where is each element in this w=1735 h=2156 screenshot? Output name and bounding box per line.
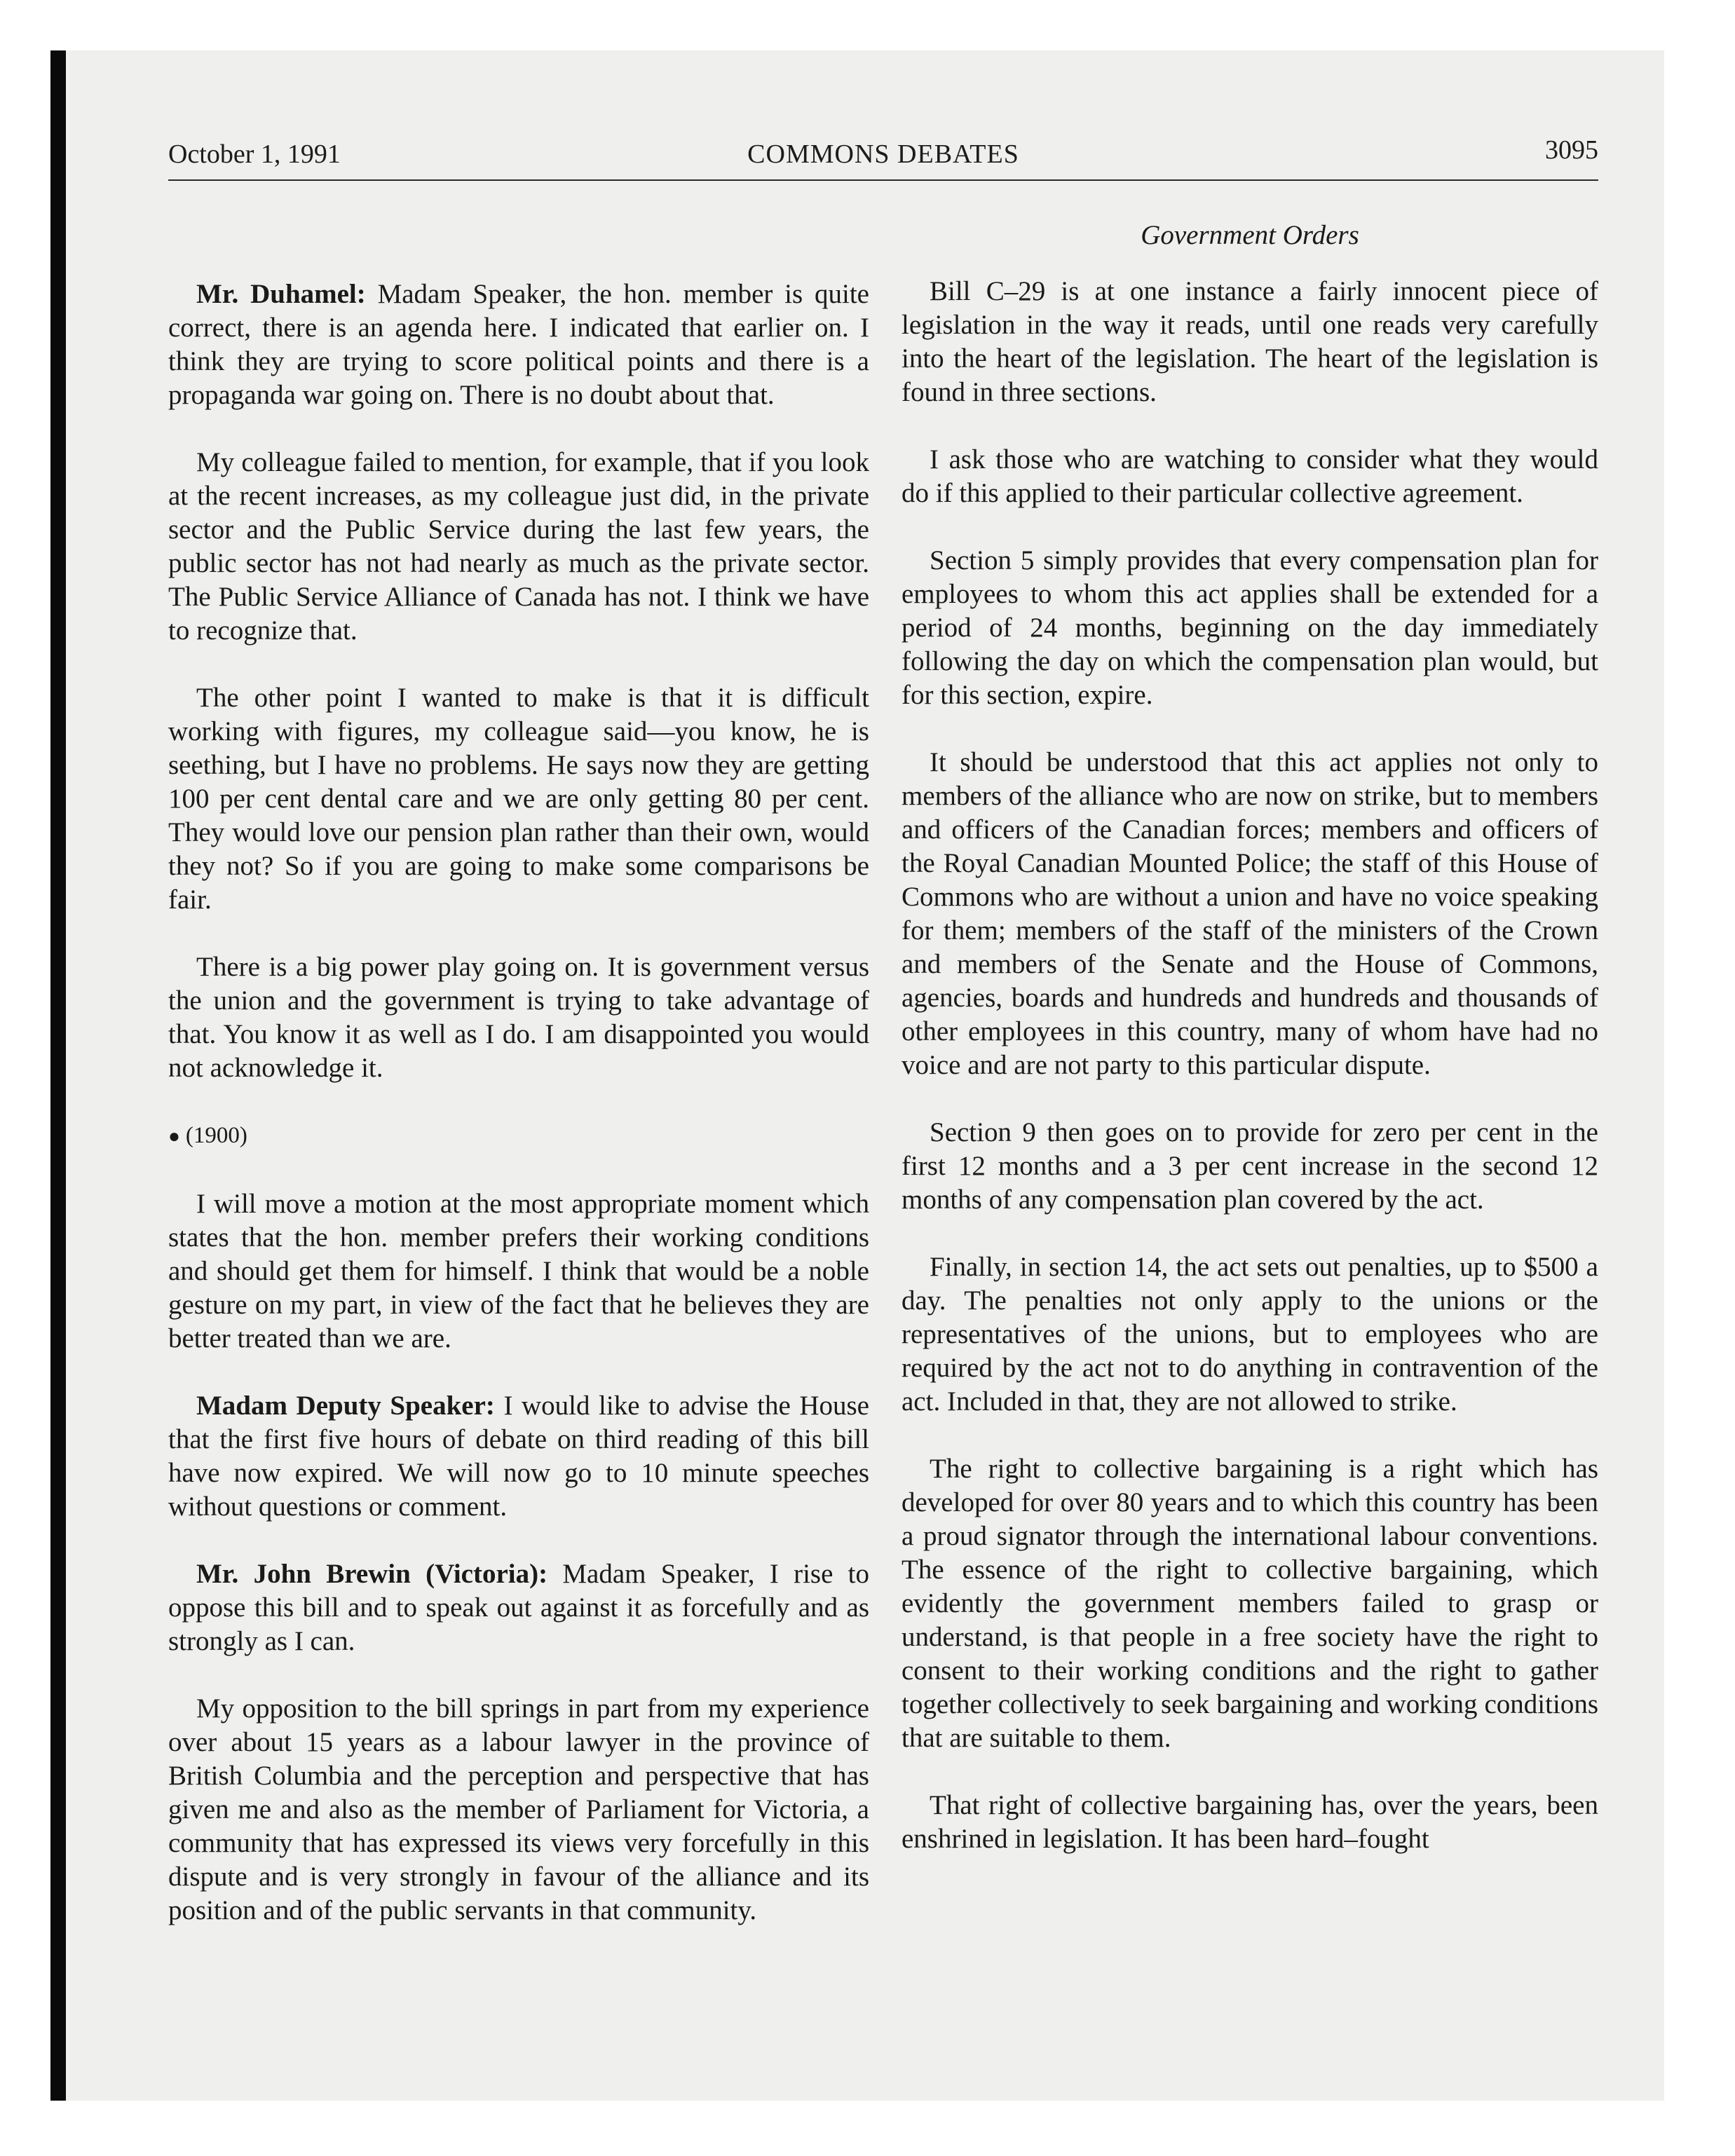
time-marker-text: (1900)	[185, 1123, 247, 1148]
page-number: 3095	[1545, 135, 1598, 165]
left-column	[168, 210, 869, 1961]
speaker-name: Madam Deputy Speaker:	[196, 1391, 495, 1421]
speaker-name: Mr. Duhamel:	[196, 279, 366, 309]
paragraph: I will move a motion at the most appropriate moment which states that the hon. member prefers their working conditions and should get them for himself. I think that would be a noble gesture on my part, in view of the fact that he believes they are better treated than we are.	[168, 1189, 869, 1353]
speaker-name: Mr. John Brewin (Victoria):	[196, 1559, 548, 1589]
header-title: COMMONS DEBATES	[747, 139, 1019, 169]
time-marker	[168, 1119, 869, 1154]
paragraph	[168, 1557, 869, 1658]
paragraph: That right of collective bargaining has, over the years, been enshrined in legislation. It has been hard–fought	[901, 1790, 1598, 1854]
speech-text: Madam Speaker, I rise to oppose this bill and to speak out against it as forcefully and as strongly as I can.	[168, 1559, 870, 1656]
paragraph: My colleague failed to mention, for example, that if you look at the recent increases, as my colleague just did, in the private sector and the Public Service during the last few years, the public sector has not had nearly as much as the private sector. The Public Service Alliance of Canada has not. I think we have to recognize that.	[168, 447, 869, 646]
right-column	[901, 210, 1598, 1890]
running-header	[168, 135, 1598, 179]
bullet-icon: ●	[168, 1126, 180, 1147]
paragraph	[168, 278, 869, 412]
speech-text: I would like to advise the House that the first five hours of debate on third reading of this bill have now expired. We will now go to 10 minute speeches without questions or comment.	[168, 1391, 869, 1522]
header-date: October 1, 1991	[168, 139, 341, 169]
speech-text: Madam Speaker, the hon. member is quite correct, there is an agenda here. I indicated that earlier on. I think they are trying to score political points and there is a propaganda war going on. There is no doubt about that.	[168, 279, 869, 410]
scan-edge-bar	[50, 50, 66, 2101]
header-rule	[168, 179, 1598, 181]
paragraph: The other point I wanted to make is that it is difficult working with figures, my colleague said—you know, he is seething, but I have no problems. He says now they are getting 100 per cent dental care and we are only getting 80 per cent. They would love our pension plan rather than their own, would they not? So if you are going to make some comparisons be fair.	[168, 683, 869, 915]
paragraph: Section 5 simply provides that every compensation plan for employees to whom this act applies shall be extended for a period of 24 months, beginning on the day immediately following the day on which the compensation plan would, but for this section, expire.	[901, 545, 1598, 710]
paragraph: Section 9 then goes on to provide for zero per cent in the first 12 months and a 3 per cent increase in the second 12 months of any compensation plan covered by the act.	[901, 1117, 1598, 1215]
paragraph: There is a big power play going on. It is government versus the union and the government is trying to take advantage of that. You know it as well as I do. I am disappointed you would not acknowledge it.	[168, 952, 869, 1083]
paragraph: Bill C–29 is at one instance a fairly innocent piece of legislation in the way it reads, until one reads very carefully into the heart of the legislation. The heart of the legislation is found in three sections.	[901, 276, 1598, 407]
section-heading: Government Orders	[1141, 220, 1359, 250]
paragraph: I ask those who are watching to consider what they would do if this applied to their particular collective agreement.	[901, 444, 1598, 508]
paragraph: It should be understood that this act applies not only to members of the alliance who are now on strike, but to members and officers of the Canadian forces; members and officers of the Royal Canadian Mounted Police; the staff of this House of Commons who are without a union and have no voice speaking for them; members of the staff of the ministers of the Crown and members of the Senate and the House of Commons, agencies, boards and hundreds and hundreds and thousands of other employees in this country, many of whom have had no voice and are not party to this particular dispute.	[901, 747, 1598, 1080]
paragraph: Finally, in section 14, the act sets out penalties, up to $500 a day. The penalties not only apply to the unions or the representatives of the unions, but to employees who are required by the act not to do anything in contravention of the act. Included in that, they are not allowed to strike.	[901, 1252, 1598, 1417]
paragraph	[168, 1389, 869, 1524]
paragraph: The right to collective bargaining is a right which has developed for over 80 years and to which this country has been a proud signator through the international labour conventions. The essence of the right to collective bargaining, which evidently the government members failed to grasp or understand, is that people in a free society have the right to consent to their working conditions and the right to gather together collectively to seek bargaining and working conditions that are suitable to them.	[901, 1454, 1598, 1753]
paragraph: My opposition to the bill springs in part from my experience over about 15 years as a labour lawyer in the province of British Columbia and the perception and perspective that has given me and also as the member of Parliament for Victoria, a community that has expressed its views very forcefully in this dispute and is very strongly in favour of the alliance and its position and of the public servants in that community.	[168, 1693, 869, 1925]
